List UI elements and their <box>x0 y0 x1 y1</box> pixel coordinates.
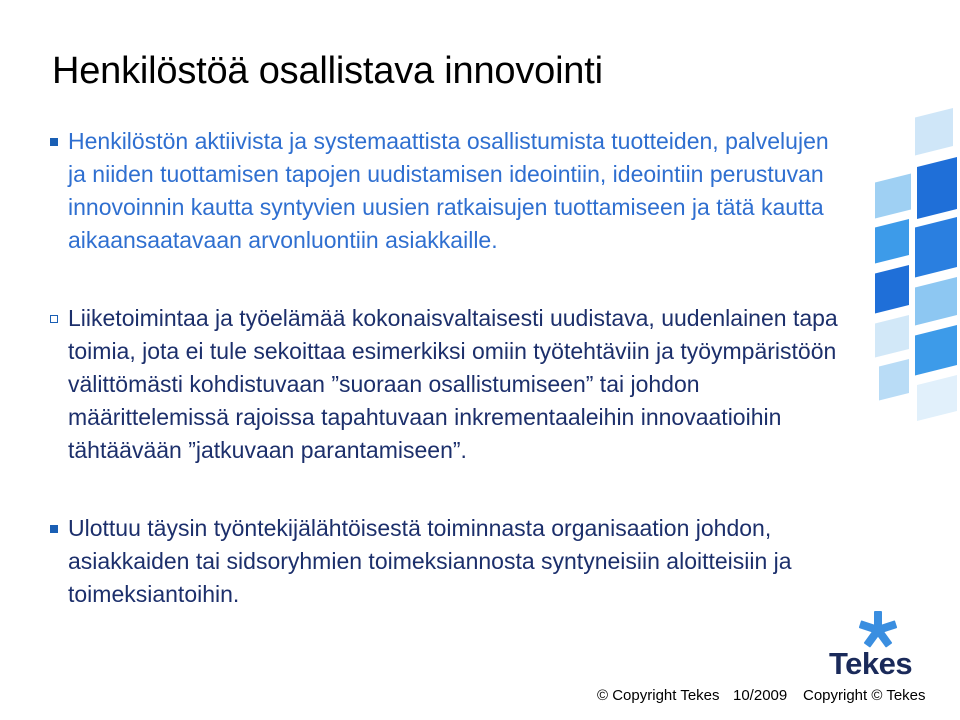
bullet-text: Ulottuu täysin työntekijälähtöisestä toiminnasta organisaation johdon, asiakkaiden tai sidsoryhmien toimeksiannosta syntyneisiin aloitteisiin ja toimeksiantoihin. <box>68 515 792 607</box>
bullet-text: Henkilöstön aktiivista ja systemaattista osallistumista tuotteiden, palvelujen ja niiden tuottamisen tapojen uudistamisen ideointiin, ideointiin perustuvan innovoinnin kautta syntyvien uusien ratkaisujen tuottamiseen ja tätä kautta aikaansaatavaan arvonluontiin asiakkaille. <box>68 128 829 253</box>
bullet-list <box>50 125 850 611</box>
footer-date: 10/2009 <box>733 687 788 704</box>
bullet-square-icon <box>50 525 58 533</box>
slide-title: Henkilöstöä osallistava innovointi <box>52 50 603 92</box>
bullet-square-icon <box>50 315 58 323</box>
logo-text: Tekes <box>829 646 913 681</box>
bullet-item <box>50 125 850 257</box>
tekes-logo <box>823 610 927 690</box>
bullet-square-icon <box>50 138 58 146</box>
footer-copyright-left: © Copyright Tekes <box>597 687 720 704</box>
footer-copyright-right: Copyright © Tekes <box>803 687 926 704</box>
tekes-star-icon <box>823 610 927 650</box>
decorative-blue-squares <box>865 100 960 600</box>
bullet-item <box>50 512 850 611</box>
bullet-item <box>50 302 850 467</box>
bullet-text: Liiketoimintaa ja työelämää kokonaisvaltaisesti uudistava, uudenlainen tapa toimia, jota ei tule sekoittaa esimerkiksi omiin työtehtäviin ja työympäristöön välittömästi kohdistuvaan ”suoraan osallistumiseen” tai johdon määrittelemissä rajoissa tapahtuvaan inkrementaaleihin innovaatioihin tähtäävään ”jatkuvaan parantamiseen”. <box>68 305 838 463</box>
